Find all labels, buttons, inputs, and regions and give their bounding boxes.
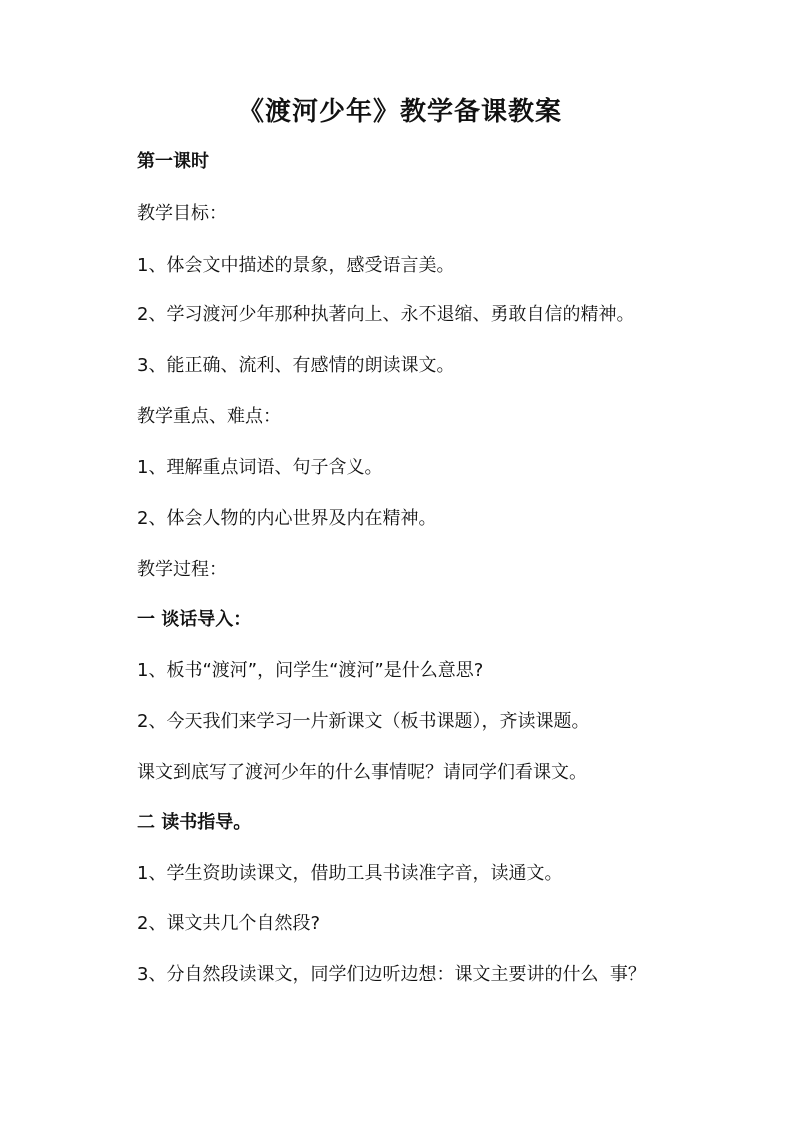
lesson-heading: 第一课时 — [137, 151, 209, 172]
goal-item: 1、体会文中描述的景象，感受语言美。 — [137, 255, 455, 276]
intro-item: 2、今天我们来学习一片新课文（板书课题），齐读课题。 — [137, 711, 590, 732]
intro-paragraph: 课文到底写了渡河少年的什么事情呢？请同学们看课文。 — [137, 762, 587, 783]
section-heading-reading: 二 读书指导。 — [137, 812, 252, 833]
document-title: 《渡河少年》教学备课教案 — [237, 97, 562, 127]
key-points-heading: 教学重点、难点： — [137, 406, 281, 427]
intro-item: 1、板书“渡河”，问学生“渡河”是什么意思? — [137, 660, 484, 681]
key-point-item: 1、理解重点词语、句子含义。 — [137, 457, 383, 478]
key-point-item: 2、体会人物的内心世界及内在精神。 — [137, 508, 437, 529]
goal-item: 3、能正确、流利、有感情的朗读课文。 — [137, 355, 455, 376]
process-heading: 教学过程： — [137, 559, 227, 580]
goal-item: 2、学习渡河少年那种执著向上、永不退缩、勇敢自信的精神。 — [137, 304, 635, 325]
reading-item: 3、分自然段读课文，同学们边听边想：课文主要讲的什么 事？ — [137, 964, 646, 985]
reading-item: 2、课文共几个自然段? — [137, 913, 321, 934]
reading-item: 1、学生资助读课文，借助工具书读准字音，读通文。 — [137, 863, 563, 884]
goals-heading: 教学目标： — [137, 203, 227, 224]
section-heading-intro: 一 谈话导入： — [137, 609, 252, 630]
